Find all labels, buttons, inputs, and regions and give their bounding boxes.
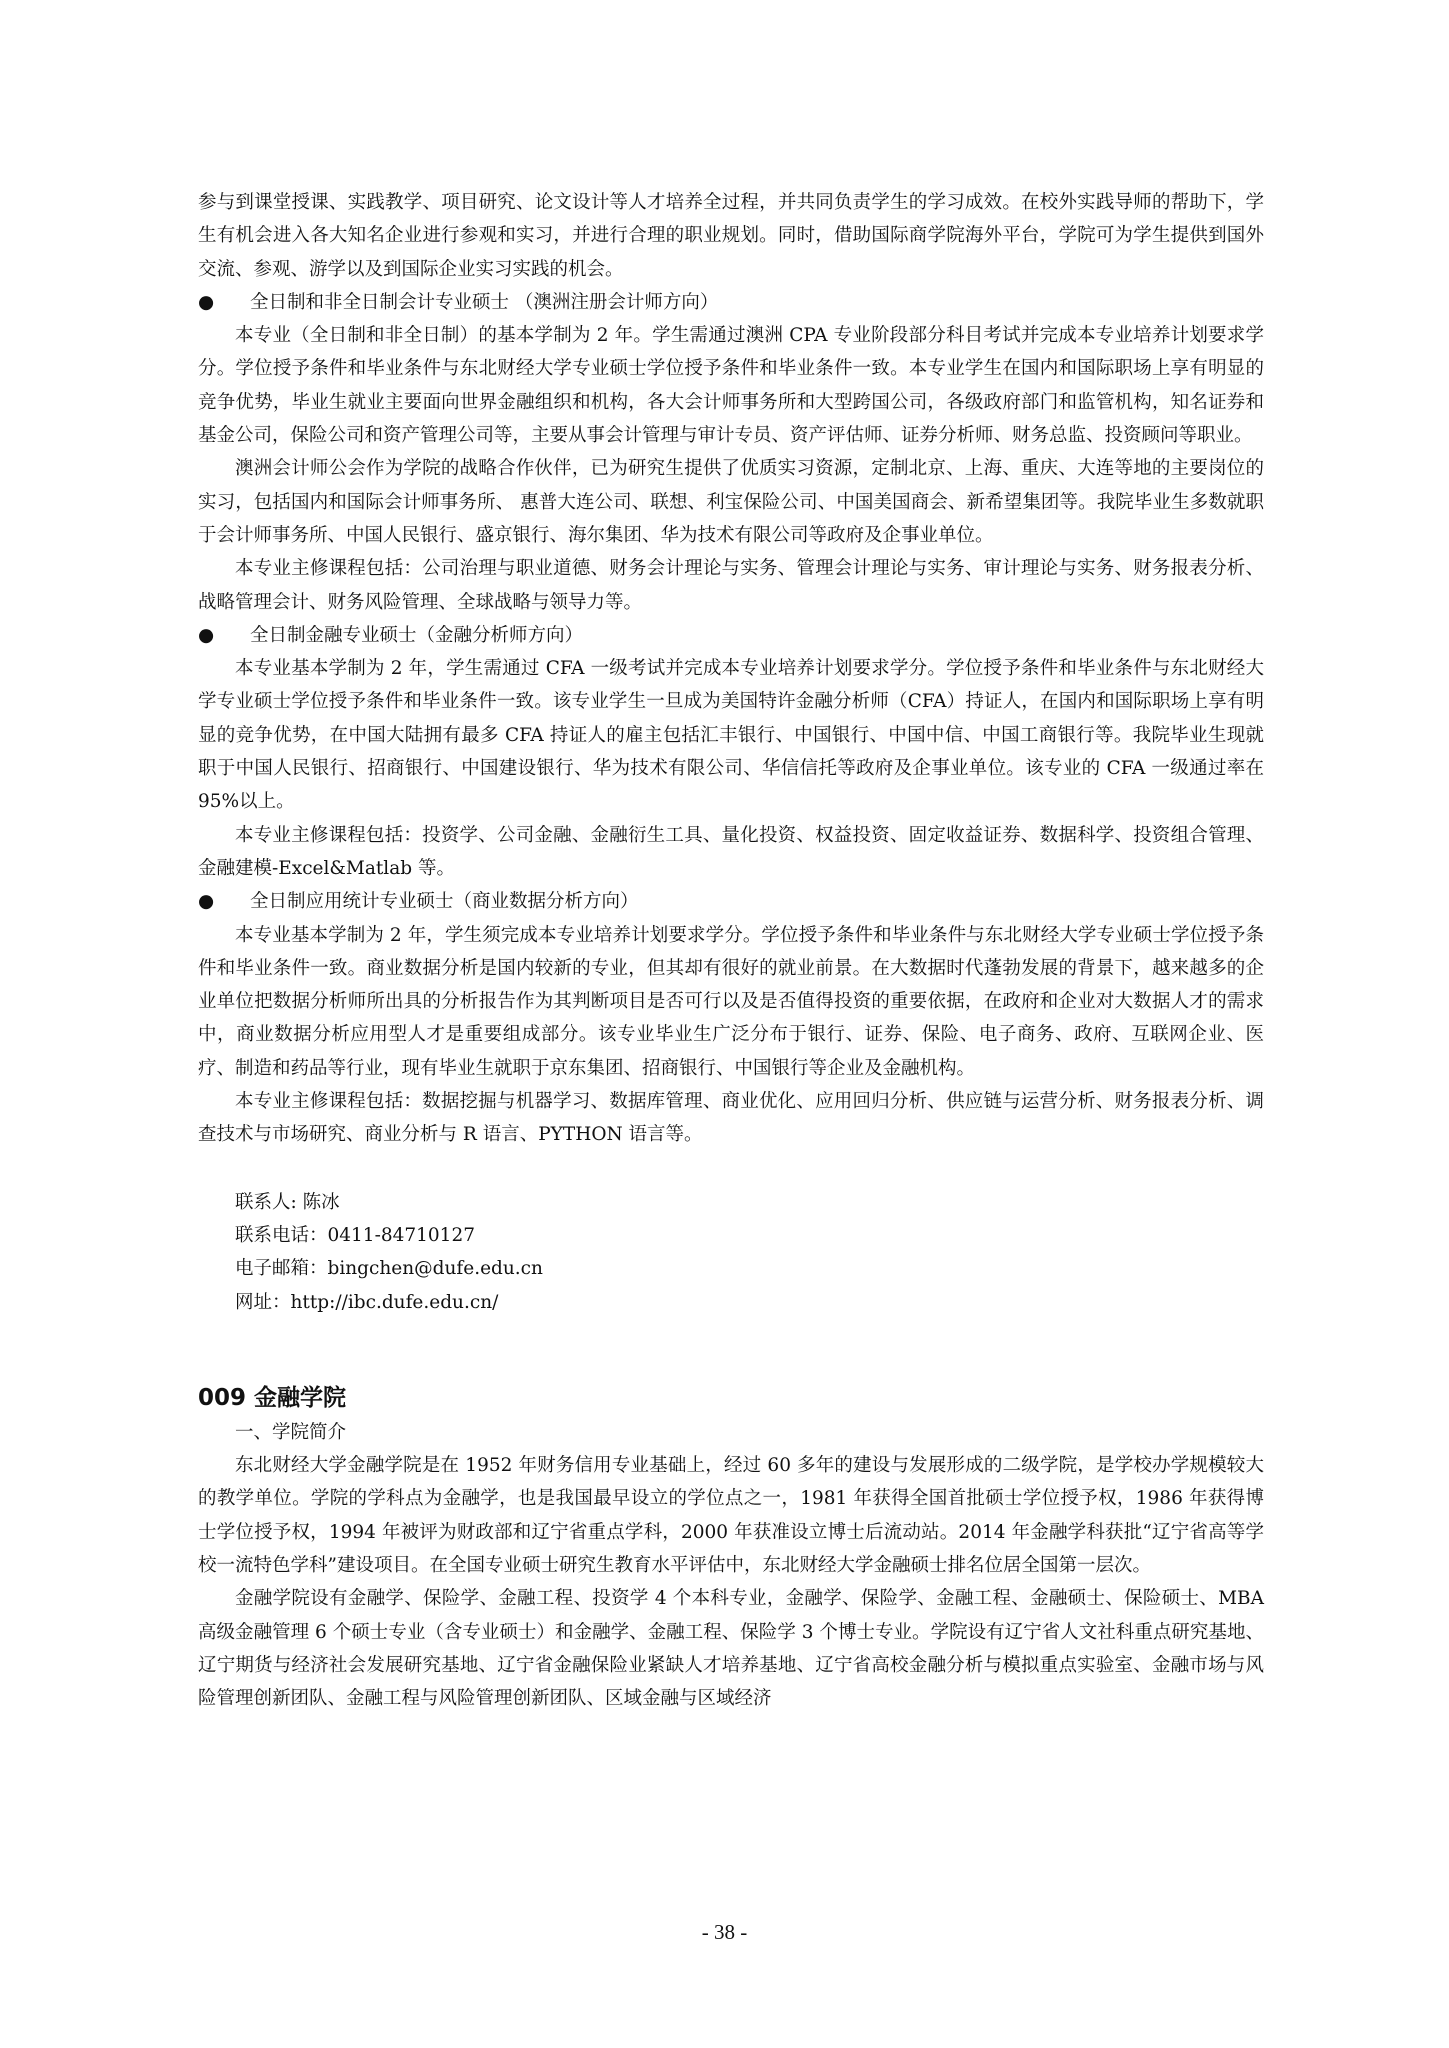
- bullet-cpa-heading: [198, 286, 1264, 319]
- bullet-stat-heading: [198, 885, 1264, 918]
- contact-person: 联系人: 陈冰: [235, 1191, 340, 1213]
- contact-website[interactable]: 网址：http://ibc.dufe.edu.cn/: [235, 1291, 499, 1313]
- contact-phone: 联系电话：0411-84710127: [235, 1224, 475, 1246]
- cfa-paragraph-2: 本专业主修课程包括：投资学、公司金融、金融衍生工具、量化投资、权益投资、固定收益证券、数据科学、投资组合管理、金融建模-Excel&Matlab 等。: [198, 824, 1264, 879]
- page-number: - 38 -: [701, 1920, 748, 1944]
- contact-block: [198, 1186, 1264, 1319]
- section-009-paragraph-1: 东北财经大学金融学院是在 1952 年财务信用专业基础上，经过 60 多年的建设与发展形成的二级学院，是学校办学规模较大的教学单位。学院的学科点为金融学，也是我国最早设立的学位点之一，1981 年获得全国首批硕士学位授予权，1986 年获得博士学位授予权，1994 年被评为财政部和辽宁省重点学科，2000 年获准设立博士后流动站。2014 年金融学科获批“辽宁省高等学校一流特色学科”建设项目。在全国专业硕士研究生教育水平评估中，东北财经大学金融硕士排名位居全国第一层次。: [198, 1455, 1264, 1576]
- cpa-paragraph-2: 澳洲会计师公会作为学院的战略合作伙伴，已为研究生提供了优质实习资源，定制北京、上海、重庆、大连等地的主要岗位的实习，包括国内和国际会计师事务所、 惠普大连公司、联想、利宝保险公司、中国美国商会、新希望集团等。我院毕业生多数就职于会计师事务所、中国人民银行、盛京银行、海尔集团、华为技术有限公司等政府及企事业单位。: [198, 458, 1264, 546]
- stat-paragraph-1: 本专业基本学制为 2 年，学生须完成本专业培养计划要求学分。学位授予条件和毕业条件与东北财经大学专业硕士学位授予条件和毕业条件一致。商业数据分析是国内较新的专业，但其却有很好的就业前景。在大数据时代蓬勃发展的背景下，越来越多的企业单位把数据分析师所出具的分析报告作为其判断项目是否可行以及是否值得投资的重要依据，在政府和企业对大数据人才的需求中，商业数据分析应用型人才是重要组成部分。该专业毕业生广泛分布于银行、证券、保险、电子商务、政府、互联网企业、医疗、制造和药品等行业，现有毕业生就职于京东集团、招商银行、中国银行等企业及金融机构。: [198, 924, 1264, 1079]
- stat-heading-text: 全日制应用统计专业硕士（商业数据分析方向）: [250, 891, 639, 913]
- paragraph-practice-mentors: 参与到课堂授课、实践教学、项目研究、论文设计等人才培养全过程，并共同负责学生的学习成效。在校外实践导师的帮助下，学生有机会进入各大知名企业进行参观和实习，并进行合理的职业规划。同时，借助国际商学院海外平台，学院可为学生提供到国外交流、参观、游学以及到国际企业实习实践的机会。: [198, 192, 1264, 280]
- cpa-heading-text: 全日制和非全日制会计专业硕士 （澳洲注册会计师方向）: [250, 291, 719, 313]
- page-content: [198, 186, 1264, 1715]
- cfa-paragraph-1: 本专业基本学制为 2 年，学生需通过 CFA 一级考试并完成本专业培养计划要求学分。学位授予条件和毕业条件与东北财经大学专业硕士学位授予条件和毕业条件一致。该专业学生一旦成为美国特许金融分析师（CFA）持证人，在国内和国际职场上享有明显的竞争优势，在中国大陆拥有最多 CFA 持证人的雇主包括汇丰银行、中国银行、中国中信、中国工商银行等。我院毕业生现就职于中国人民银行、招商银行、中国建设银行、华为技术有限公司、华信信托等政府及企事业单位。该专业的 CFA 一级通过率在 95%以上。: [198, 658, 1264, 813]
- contact-email[interactable]: 电子邮箱：bingchen@dufe.edu.cn: [235, 1258, 543, 1280]
- section-009-subtitle: 一、学院简介: [235, 1421, 347, 1443]
- cfa-heading-text: 全日制金融专业硕士（金融分析师方向）: [250, 624, 584, 646]
- bullet-icon: ●: [198, 291, 215, 313]
- bullet-icon: ●: [198, 891, 215, 913]
- stat-paragraph-2: 本专业主修课程包括：数据挖掘与机器学习、数据库管理、商业优化、应用回归分析、供应链与运营分析、财务报表分析、调查技术与市场研究、商业分析与 R 语言、PYTHON 语言等。: [198, 1091, 1264, 1146]
- section-009-paragraph-2: 金融学院设有金融学、保险学、金融工程、投资学 4 个本科专业，金融学、保险学、金融工程、金融硕士、保险硕士、MBA 高级金融管理 6 个硕士专业（含专业硕士）和金融学、金融工程、保险学 3 个博士专业。学院设有辽宁省人文社科重点研究基地、辽宁期货与经济社会发展研究基地、辽宁省金融保险业紧缺人才培养基地、辽宁省高校金融分析与模拟重点实验室、金融市场与风险管理创新团队、金融工程与风险管理创新团队、区域金融与区域经济: [198, 1588, 1264, 1710]
- bullet-icon: ●: [198, 624, 215, 646]
- section-009-title: 009 金融学院: [198, 1384, 347, 1411]
- cpa-paragraph-3: 本专业主修课程包括：公司治理与职业道德、财务会计理论与实务、管理会计理论与实务、审计理论与实务、财务报表分析、战略管理会计、财务风险管理、全球战略与领导力等。: [198, 558, 1264, 613]
- bullet-cfa-heading: [198, 619, 1264, 652]
- cpa-paragraph-1: 本专业（全日制和非全日制）的基本学制为 2 年。学生需通过澳洲 CPA 专业阶段部分科目考试并完成本专业培养计划要求学分。学位授予条件和毕业条件与东北财经大学专业硕士学位授予条件和毕业条件一致。本专业学生在国内和国际职场上享有明显的竞争优势，毕业生就业主要面向世界金融组织和机构，各大会计师事务所和大型跨国公司，各级政府部门和监管机构，知名证券和基金公司，保险公司和资产管理公司等，主要从事会计管理与审计专员、资产评估师、证券分析师、财务总监、投资顾问等职业。: [198, 325, 1264, 447]
